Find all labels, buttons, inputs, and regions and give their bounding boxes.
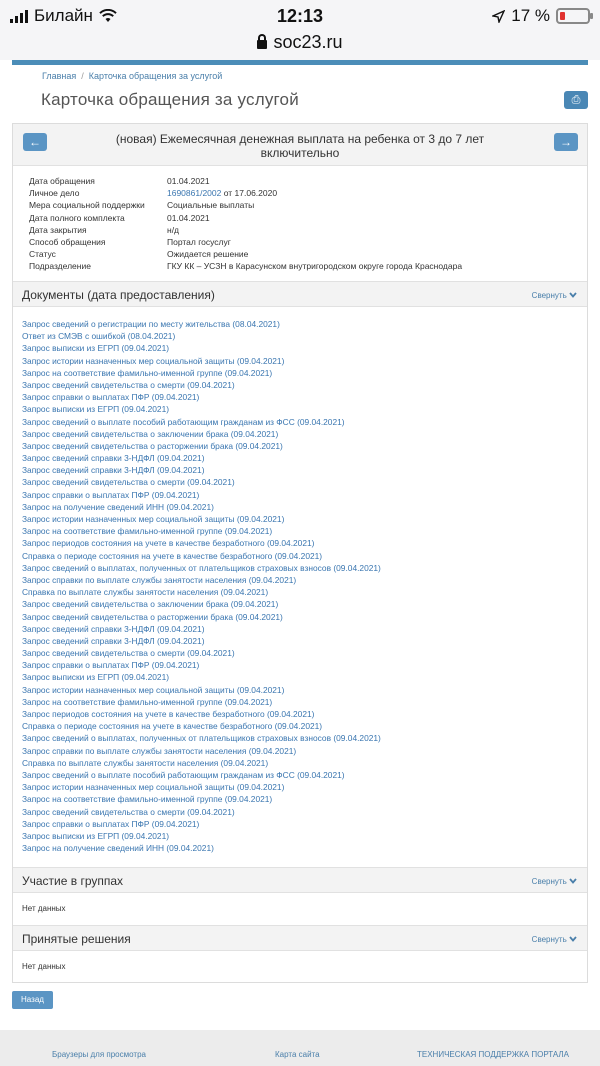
document-link[interactable]: Запрос на соответствие фамильно-именной группе (09.04.2021) <box>22 696 273 707</box>
info-value: н/д <box>167 224 180 235</box>
document-link[interactable]: Запрос на соответствие фамильно-именной группе (09.04.2021) <box>22 367 273 378</box>
next-button[interactable] <box>554 133 578 151</box>
document-link[interactable]: Запрос периодов состояния на учете в качестве безработного (09.04.2021) <box>22 709 315 719</box>
clock: 12:13 <box>276 6 324 26</box>
info-label: Подразделение <box>29 261 91 272</box>
info-label: Способ обращения <box>29 236 106 247</box>
collapse-label: Свернуть <box>531 935 567 944</box>
groups-title: Участие в группах <box>22 874 124 888</box>
info-row <box>29 236 462 248</box>
document-link[interactable]: Запрос сведений свидетельства о смерти (09.04.2021) <box>22 379 235 390</box>
document-link[interactable]: Запрос сведений свидетельства о заключении брака (09.04.2021) <box>22 599 279 610</box>
document-link[interactable]: Запрос сведений свидетельства о заключении брака (09.04.2021) <box>22 428 279 439</box>
document-link[interactable]: Запрос сведений свидетельства о расторжении брака (09.04.2021) <box>22 440 283 451</box>
document-link[interactable]: Запрос истории назначенных мер социальной защиты (09.04.2021) <box>22 782 285 793</box>
battery-icon <box>556 8 590 24</box>
document-link[interactable]: Запрос сведений свидетельства о расторжении брака (09.04.2021) <box>22 611 283 622</box>
groups-collapse-toggle[interactable] <box>532 877 577 886</box>
document-link[interactable]: Запрос справки о выплатах ПФР (09.04.2021) <box>22 392 200 403</box>
info-label: Дата закрытия <box>29 224 87 235</box>
document-link[interactable]: Справка по выплате службы занятости населения (09.04.2021) <box>22 587 269 598</box>
document-link[interactable]: Запрос истории назначенных мер социальной защиты (09.04.2021) <box>22 514 285 524</box>
document-link[interactable]: Запрос сведений свидетельства о смерти (09.04.2021) <box>22 477 235 488</box>
print-button[interactable] <box>564 91 588 109</box>
document-link[interactable]: Запрос на получение сведений ИНН (09.04.2021) <box>22 843 214 854</box>
footer-support-link[interactable]: ТЕХНИЧЕСКАЯ ПОДДЕРЖКА ПОРТАЛА <box>417 1050 570 1059</box>
info-value <box>167 187 277 199</box>
info-value: 01.04.2021 <box>167 176 210 186</box>
document-link[interactable]: Запрос на соответствие фамильно-именной группе (09.04.2021) <box>22 526 273 537</box>
personal-file-link[interactable]: 1690861/2002 <box>167 188 222 199</box>
info-value-suffix: от 17.06.2020 <box>221 188 278 199</box>
chevron-down-icon <box>569 292 577 298</box>
decisions-empty: Нет данных <box>22 962 66 971</box>
lock-icon <box>257 40 267 49</box>
breadcrumb: Главная / Карточка обращения за услугой <box>42 71 223 81</box>
document-link[interactable]: Запрос истории назначенных мер социальной защиты (09.04.2021) <box>22 355 285 366</box>
arrow-left-icon: ← <box>29 135 41 149</box>
decisions-title: Принятые решения <box>22 932 131 946</box>
document-link[interactable]: Справка о периоде состояния на учете в качестве безработного (09.04.2021) <box>22 550 323 561</box>
carrier-name: Билайн <box>34 6 93 25</box>
info-label: Дата обращения <box>29 176 95 186</box>
address-bar[interactable] <box>0 32 600 60</box>
document-link[interactable]: Запрос на получение сведений ИНН (09.04.2021) <box>22 501 214 512</box>
info-value: Ожидается решение <box>167 249 249 260</box>
info-label: Статус <box>29 249 56 260</box>
info-row <box>29 199 462 211</box>
document-link[interactable]: Запрос периодов состояния на учете в качестве безработного (09.04.2021) <box>22 538 315 549</box>
document-link[interactable]: Справка о периоде состояния на учете в качестве безработного (09.04.2021) <box>22 721 323 732</box>
document-link[interactable]: Запрос справки по выплате службы занятости населения (09.04.2021) <box>22 574 297 585</box>
info-value: Социальные выплаты <box>167 200 255 211</box>
info-label: Дата полного комплекта <box>29 212 125 223</box>
document-link[interactable]: Запрос сведений свидетельства о смерти (09.04.2021) <box>22 648 235 659</box>
print-icon: ⎙ <box>571 94 581 106</box>
info-label: Личное дело <box>29 188 80 199</box>
document-link[interactable]: Запрос сведений справки 3-НДФЛ (09.04.2021) <box>22 623 205 634</box>
decisions-collapse-toggle[interactable] <box>532 935 577 944</box>
info-row <box>29 187 462 199</box>
card-title: (новая) Ежемесячная денежная выплата на ребенка от 3 до 7 лет включительно <box>115 132 485 160</box>
document-link[interactable]: Запрос справки о выплатах ПФР (09.04.2021) <box>22 489 200 500</box>
document-link[interactable]: Запрос сведений справки 3-НДФЛ (09.04.2021) <box>22 453 205 464</box>
document-link[interactable]: Запрос сведений справки 3-НДФЛ (09.04.2021) <box>22 465 205 476</box>
document-link[interactable]: Запрос справки о выплатах ПФР (09.04.2021) <box>22 660 200 671</box>
document-link[interactable]: Запрос сведений о выплате пособий работающим гражданам из ФСС (09.04.2021) <box>22 416 345 427</box>
documents-title: Документы (дата предоставления) <box>22 288 215 302</box>
info-value: 01.04.2021 <box>167 212 210 223</box>
url-text: soc23.ru <box>273 32 343 52</box>
arrow-right-icon: → <box>560 135 572 149</box>
document-link[interactable]: Запрос выписки из ЕГРП (09.04.2021) <box>22 672 170 683</box>
battery-percent: 17 % <box>511 6 550 25</box>
document-link[interactable]: Запрос сведений о регистрации по месту жительства (08.04.2021) <box>22 319 280 329</box>
document-link[interactable]: Ответ из СМЭВ с ошибкой (08.04.2021) <box>22 331 176 342</box>
groups-empty: Нет данных <box>22 904 66 913</box>
info-label: Мера социальной поддержки <box>29 200 145 211</box>
document-link[interactable]: Запрос справки по выплате службы занятости населения (09.04.2021) <box>22 745 297 756</box>
info-value: ГКУ КК – УСЗН в Карасунском внутригородском округе города Краснодара <box>167 261 463 272</box>
chevron-down-icon <box>569 936 577 942</box>
info-list <box>29 175 462 273</box>
document-link[interactable]: Запрос сведений справки 3-НДФЛ (09.04.2021) <box>22 635 205 646</box>
document-link[interactable]: Запрос справки о выплатах ПФР (09.04.2021) <box>22 818 200 829</box>
documents-section-header <box>13 281 587 307</box>
document-link[interactable]: Запрос выписки из ЕГРП (09.04.2021) <box>22 830 170 841</box>
info-row <box>29 224 462 236</box>
info-row <box>29 212 462 224</box>
document-link[interactable]: Запрос сведений о выплатах, полученных от плательщиков страховых взносов (09.04.2021) <box>22 562 381 573</box>
info-row <box>29 175 462 187</box>
card-header <box>13 124 587 166</box>
location-arrow-icon <box>492 10 505 23</box>
footer-browsers-link[interactable]: Браузеры для просмотра <box>52 1050 146 1059</box>
info-row <box>29 260 462 272</box>
groups-section-header <box>13 867 587 893</box>
document-link[interactable]: Запрос выписки из ЕГРП (09.04.2021) <box>22 404 170 415</box>
page-title: Карточка обращения за услугой <box>41 90 299 109</box>
status-right <box>492 6 590 26</box>
status-bar <box>0 0 600 32</box>
site-header-strip <box>12 60 588 65</box>
info-row <box>29 248 462 260</box>
document-link[interactable]: Запрос на соответствие фамильно-именной группе (09.04.2021) <box>22 794 273 805</box>
footer-sitemap-link[interactable]: Карта сайта <box>275 1050 320 1059</box>
service-card <box>12 123 588 983</box>
footer <box>0 1030 600 1066</box>
info-value: Портал госуслуг <box>167 236 231 247</box>
document-link[interactable]: Запрос истории назначенных мер социальной защиты (09.04.2021) <box>22 684 285 695</box>
collapse-label: Свернуть <box>531 291 567 300</box>
document-link[interactable]: Справка по выплате службы занятости населения (09.04.2021) <box>22 757 269 768</box>
decisions-section-header <box>13 925 587 951</box>
documents-list <box>22 318 381 854</box>
documents-collapse-toggle[interactable] <box>532 291 577 300</box>
breadcrumb-home[interactable]: Главная <box>42 71 77 81</box>
document-link[interactable]: Запрос сведений о выплатах, полученных от плательщиков страховых взносов (09.04.2021) <box>22 733 381 744</box>
document-link[interactable]: Запрос сведений свидетельства о смерти (09.04.2021) <box>22 806 235 817</box>
back-button[interactable]: Назад <box>12 991 53 1009</box>
prev-button[interactable] <box>23 133 47 151</box>
document-link[interactable]: Запрос сведений о выплате пособий работающим гражданам из ФСС (09.04.2021) <box>22 769 345 780</box>
chevron-down-icon <box>569 878 577 884</box>
breadcrumb-current[interactable]: Карточка обращения за услугой <box>88 71 223 81</box>
collapse-label: Свернуть <box>531 877 567 886</box>
document-link[interactable]: Запрос выписки из ЕГРП (09.04.2021) <box>22 343 170 354</box>
